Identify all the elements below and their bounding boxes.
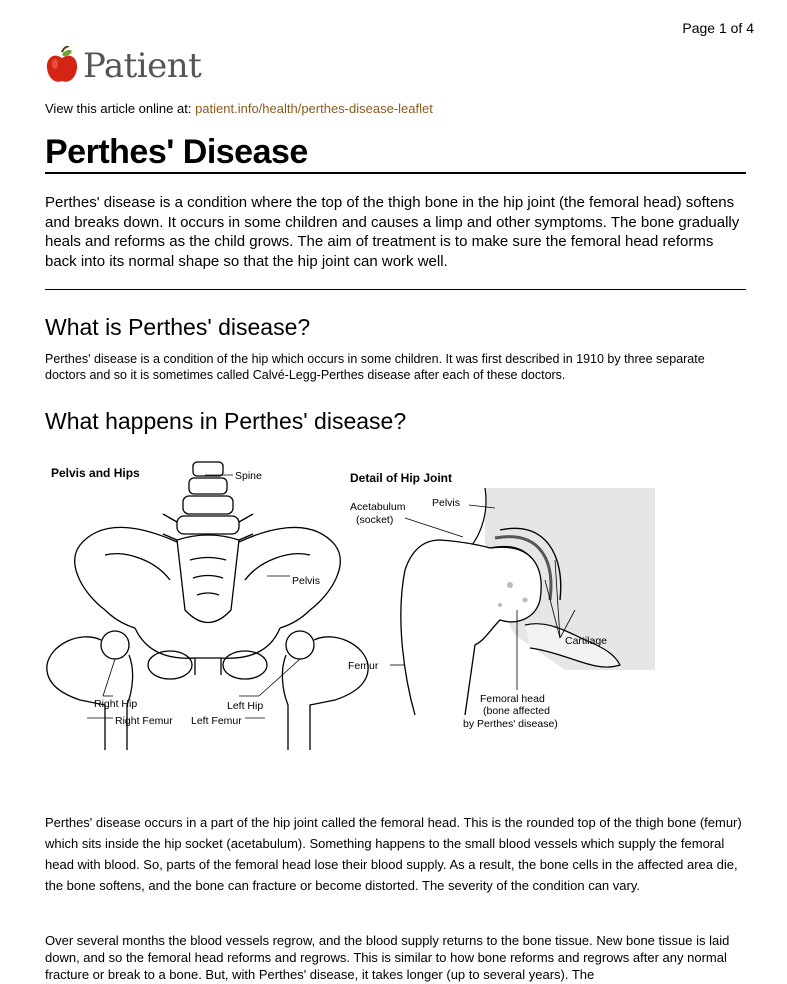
fig-right-title: Detail of Hip Joint [350, 471, 452, 485]
fig-left-leaders [87, 475, 300, 718]
patient-logo[interactable] [45, 46, 201, 86]
label-acetabulum: Acetabulum [350, 501, 406, 513]
intro-paragraph: Perthes' disease is a condition where the top of the thigh bone in the hip joint (the femoral head) softens and breaks down. It occurs in some children and causes a limp and other symptoms. The bone gradually heals and reforms as the child grows. The aim of treatment is to make sure the femoral head reforms back into its normal shape so that the hip joint can work well. [45, 194, 740, 270]
brand-name: Patient [83, 46, 202, 86]
intro-rule [45, 289, 746, 290]
label-right-hip: Right Hip [94, 698, 138, 710]
online-prefix: View this article online at: [45, 101, 192, 116]
label-pelvis-right: Pelvis [432, 497, 461, 509]
section-heading-what-happens: What happens in Perthes' disease? [45, 408, 407, 434]
label-femoral-perthes: by Perthes' disease) [463, 718, 558, 730]
paragraph-femoral-head: Perthes' disease occurs in a part of the hip joint called the femoral head. This is the rounded top of the thigh bone (femur) which sits inside the hip socket (acetabulum). Something happens to the small blood vessels which supply the femoral head with blood. So, parts of the femoral head lose their blood supply. As a result, the bone cells in the affected area die, the bone softens, and the bone can fracture or become distorted. The severity of the condition can vary. [45, 815, 742, 893]
label-femoral-affected: (bone affected [483, 705, 550, 717]
label-pelvis-left: Pelvis [292, 575, 321, 587]
section-what-is-text: Perthes' disease is a condition of the hip which occurs in some children. It was first described in 1910 by three separate doctors and so it is sometimes called Calvé-Legg-Perthes disease after each of these doctors. [45, 352, 705, 382]
page-number: Page 1 of 4 [682, 20, 754, 36]
label-femur: Femur [348, 660, 379, 672]
hip-anatomy-figure [45, 460, 705, 750]
title-rule [45, 172, 746, 174]
label-left-hip: Left Hip [227, 700, 264, 712]
label-acetabulum-socket: (socket) [356, 514, 394, 526]
label-right-femur: Right Femur [115, 715, 173, 727]
label-spine: Spine [235, 470, 262, 482]
apple-icon [45, 46, 79, 86]
hip-joint-illustration [401, 488, 655, 715]
label-left-femur: Left Femur [191, 715, 242, 727]
label-cartilage: Cartilage [565, 635, 608, 647]
fig-left-title: Pelvis and Hips [51, 466, 140, 480]
section-heading-what-is: What is Perthes' disease? [45, 314, 311, 340]
page-title: Perthes' Disease [45, 133, 308, 171]
article-link[interactable]: patient.info/health/perthes-disease-leaflet [195, 101, 433, 116]
label-femoral-head: Femoral head [480, 693, 545, 705]
paragraph-regrowth: Over several months the blood vessels regrow, and the blood supply returns to the bone tissue. New bone tissue is laid down, and so the femoral head reforms and regrows. This is similar to how bone reforms and regrows after any normal fracture or break to a bone. But, with Perthes' disease, it takes longer (up to several years). The [45, 933, 730, 982]
online-link-line [45, 101, 433, 116]
